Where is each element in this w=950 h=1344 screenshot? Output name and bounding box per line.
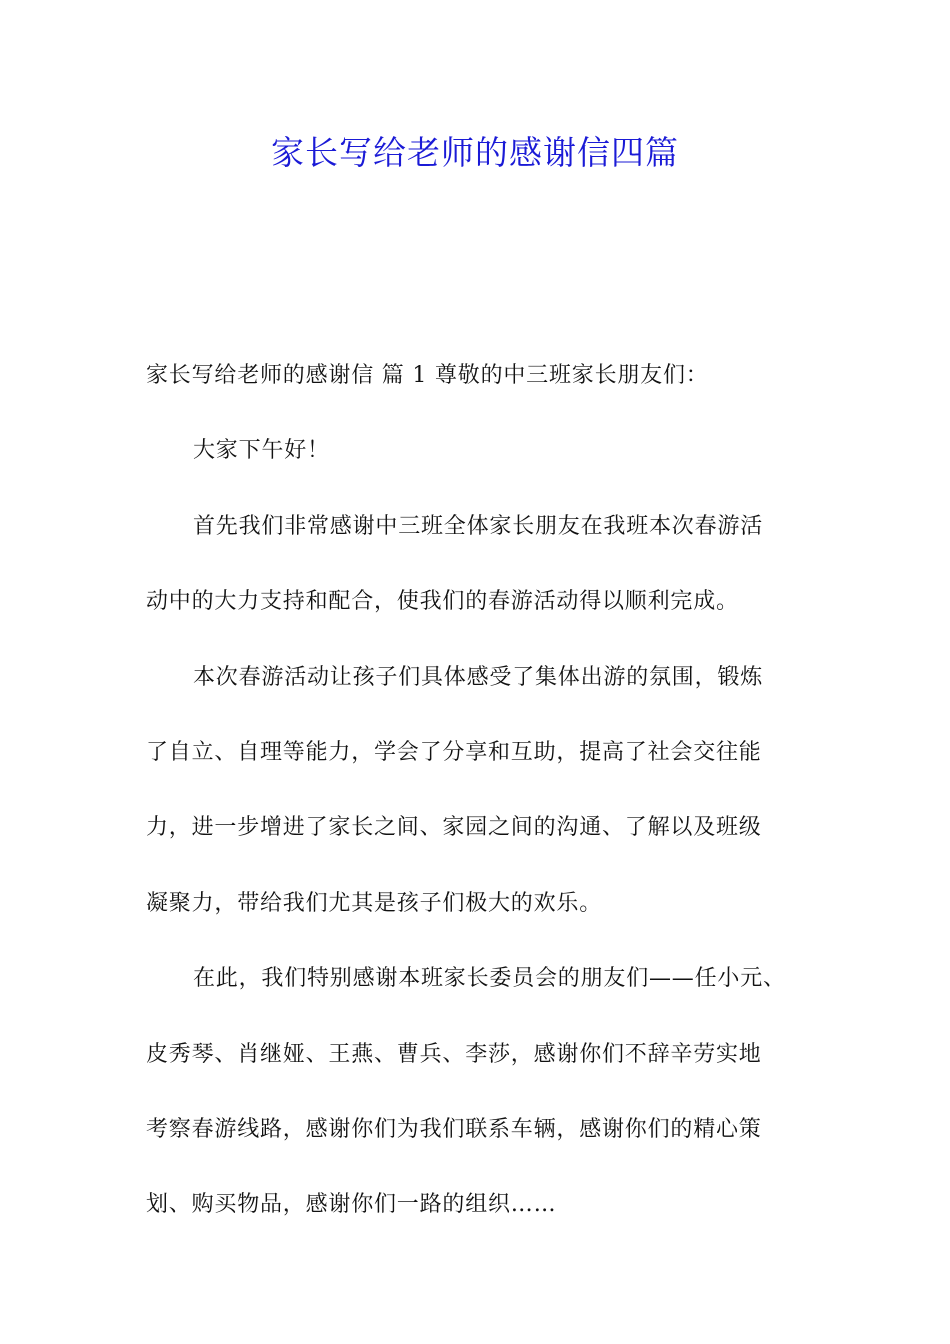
text-line: 家长写给老师的感谢信 篇 1 尊敬的中三班家长朋友们： [146, 363, 709, 388]
text-line: 大家下午好！ [193, 438, 330, 464]
text-line: 划、购买物品，感谢你们一路的组织…… [146, 1192, 557, 1218]
text-line: 动中的大力支持和配合，使我们的春游活动得以顺利完成。 [146, 589, 739, 615]
text-line: 凝聚力，带给我们尤其是孩子们极大的欢乐。 [146, 890, 603, 916]
text-line: 了自立、自理等能力，学会了分享和互助，提高了社会交往能 [146, 739, 762, 765]
text-line: 考察春游线路，感谢你们为我们联系车辆，感谢你们的精心策 [146, 1116, 762, 1142]
text-line: 在此，我们特别感谢本班家长委员会的朋友们——任小元、 [193, 966, 786, 992]
text-line: 力，进一步增进了家长之间、家园之间的沟通、了解以及班级 [146, 815, 762, 841]
document-title: 家长写给老师的感谢信四篇 [271, 133, 679, 172]
text-line: 首先我们非常感谢中三班全体家长朋友在我班本次春游活 [193, 513, 764, 539]
text-line: 皮秀琴、肖继娅、王燕、曹兵、李莎，感谢你们不辞辛劳实地 [146, 1041, 762, 1067]
document-body [146, 338, 826, 1243]
text-line: 本次春游活动让孩子们具体感受了集体出游的氛围，锻炼 [193, 664, 764, 690]
